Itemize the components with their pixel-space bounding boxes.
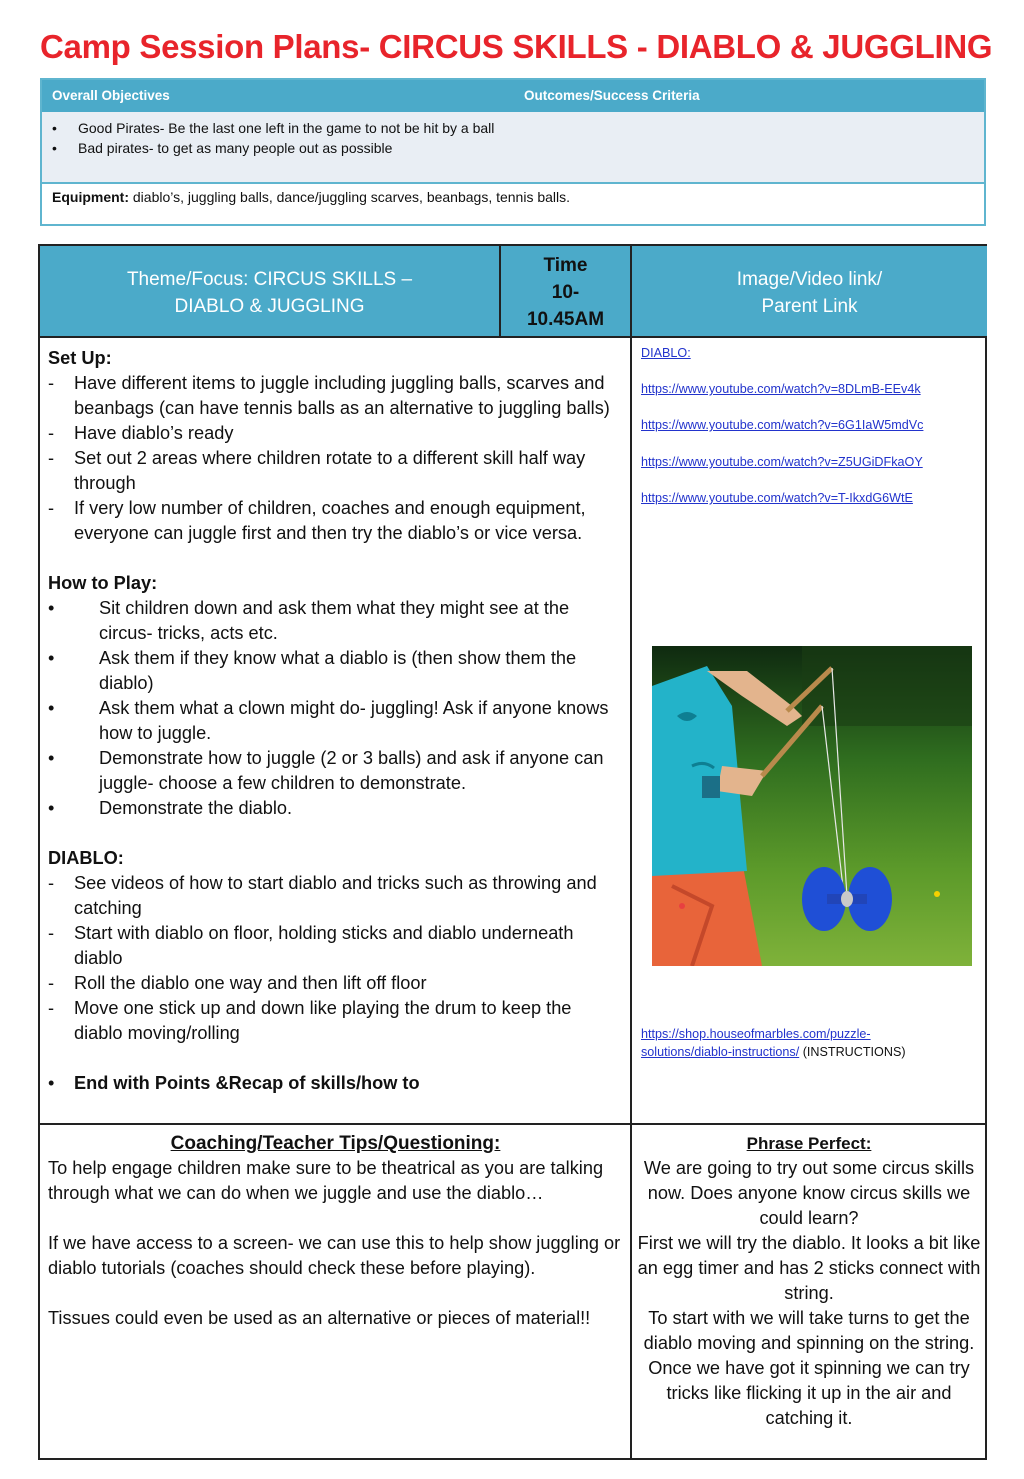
shop-link-block bbox=[641, 1025, 981, 1061]
objectives-list bbox=[50, 118, 510, 158]
how-to-play-title: How to Play: bbox=[48, 573, 158, 593]
objectives-header bbox=[42, 80, 984, 112]
equipment-line bbox=[52, 189, 570, 205]
setup-item: - If very low number of children, coaches and enough equipment, everyone can juggle first and then try the diablo’s or vice versa. bbox=[48, 496, 623, 546]
image-link-line: Image/Video link/ bbox=[736, 269, 883, 290]
row-divider bbox=[40, 1123, 985, 1125]
instructions-label: (INSTRUCTIONS) bbox=[799, 1045, 906, 1059]
setup-item: - Have different items to juggle including juggling balls, scarves and beanbags (can have tennis balls as an alternative to juggling balls) bbox=[48, 371, 623, 421]
phrase-perfect bbox=[636, 1131, 982, 1431]
time-label: Time bbox=[543, 255, 588, 276]
outcomes-heading: Outcomes/Success Criteria bbox=[524, 88, 700, 103]
video-link[interactable]: https://www.youtube.com/watch?v=Z5UGiDFkaOY bbox=[641, 455, 923, 469]
shop-link[interactable]: https://shop.houseofmarbles.com/puzzle- bbox=[641, 1027, 871, 1041]
time-value: 10- bbox=[551, 282, 580, 303]
phrase-paragraph: Once we have got it spinning we can try tricks like flicking it up in the air and catching it. bbox=[648, 1358, 970, 1428]
equipment-label: Equipment: bbox=[52, 189, 129, 205]
diablo-link-label[interactable]: DIABLO: bbox=[641, 346, 691, 360]
tips-paragraph: Tissues could even be used as an alternative or pieces of material!! bbox=[48, 1308, 591, 1328]
diablo-title: DIABLO: bbox=[48, 848, 124, 868]
video-link[interactable]: https://www.youtube.com/watch?v=6G1IaW5mdVc bbox=[641, 418, 924, 432]
theme-header bbox=[40, 246, 501, 338]
shop-link[interactable]: solutions/diablo-instructions/ bbox=[641, 1045, 800, 1059]
setup-title: Set Up: bbox=[48, 348, 112, 368]
video-link[interactable]: https://www.youtube.com/watch?v=T-IkxdG6WtE bbox=[641, 491, 913, 505]
theme-line: DIABLO & JUGGLING bbox=[174, 296, 365, 317]
how-to-play-item: • Ask them if they know what a diablo is (then show them the diablo) bbox=[48, 646, 623, 696]
activity-plan bbox=[48, 346, 623, 1096]
objectives-box bbox=[40, 78, 986, 226]
video-link[interactable]: https://www.youtube.com/watch?v=8DLmB-EEv4k bbox=[641, 382, 921, 396]
objectives-body bbox=[42, 112, 984, 184]
tips-title: Coaching/Teacher Tips/Questioning: bbox=[170, 1133, 501, 1154]
phrase-paragraph: We are going to try out some circus skills now. Does anyone know circus skills we could learn? bbox=[643, 1158, 975, 1228]
tips-paragraph: If we have access to a screen- we can use this to help show juggling or diablo tutorials (coaches should check these before playing). bbox=[48, 1233, 621, 1278]
image-link-header bbox=[632, 246, 987, 338]
diablo-item: - See videos of how to start diablo and tricks such as throwing and catching bbox=[48, 871, 623, 921]
tips-paragraph: To help engage children make sure to be theatrical as you are talking through what we can do when we juggle and use the diablo… bbox=[48, 1158, 604, 1203]
session-table bbox=[38, 244, 987, 1460]
phrase-paragraph: To start with we will take turns to get the diablo moving and spinning on the string. bbox=[643, 1308, 975, 1353]
phrase-paragraph: First we will try the diablo. It looks a bit like an egg timer and has 2 sticks connect with string. bbox=[637, 1233, 981, 1303]
links-column bbox=[641, 344, 981, 1059]
image-link-line: Parent Link bbox=[761, 296, 858, 317]
how-to-play-item: • Sit children down and ask them what they might see at the circus- tricks, acts etc. bbox=[48, 596, 623, 646]
diablo-item: - Start with diablo on floor, holding sticks and diablo underneath diablo bbox=[48, 921, 623, 971]
equipment-text: diablo’s, juggling balls, dance/juggling scarves, beanbags, tennis balls. bbox=[129, 189, 571, 205]
diablo-photo bbox=[652, 646, 972, 966]
diablo-item: - Roll the diablo one way and then lift off floor bbox=[48, 971, 623, 996]
end-recap: • End with Points &Recap of skills/how to bbox=[48, 1071, 623, 1096]
setup-item: - Set out 2 areas where children rotate to a different skill half way through bbox=[48, 446, 623, 496]
diablo-item: - Move one stick up and down like playing the drum to keep the diablo moving/rolling bbox=[48, 996, 623, 1046]
time-value: 10.45AM bbox=[526, 309, 605, 330]
objective-item: • Bad pirates- to get as many people out as possible bbox=[50, 138, 510, 158]
phrase-title: Phrase Perfect: bbox=[746, 1134, 872, 1153]
objective-item: • Good Pirates- Be the last one left in the game to not be hit by a ball bbox=[50, 118, 510, 138]
how-to-play-item: • Demonstrate the diablo. bbox=[48, 796, 623, 821]
how-to-play-item: • Demonstrate how to juggle (2 or 3 balls) and ask if anyone can juggle- choose a few children to demonstrate. bbox=[48, 746, 623, 796]
time-header bbox=[501, 246, 632, 338]
theme-line: Theme/Focus: CIRCUS SKILLS – bbox=[126, 269, 413, 290]
page-title: Camp Session Plans- CIRCUS SKILLS - DIABLO & JUGGLING bbox=[40, 28, 993, 65]
how-to-play-item: • Ask them what a clown might do- juggling! Ask if anyone knows how to juggle. bbox=[48, 696, 623, 746]
setup-item: - Have diablo’s ready bbox=[48, 421, 623, 446]
overall-objectives-heading: Overall Objectives bbox=[52, 88, 170, 103]
column-divider bbox=[630, 338, 632, 1460]
coaching-tips bbox=[48, 1131, 623, 1331]
